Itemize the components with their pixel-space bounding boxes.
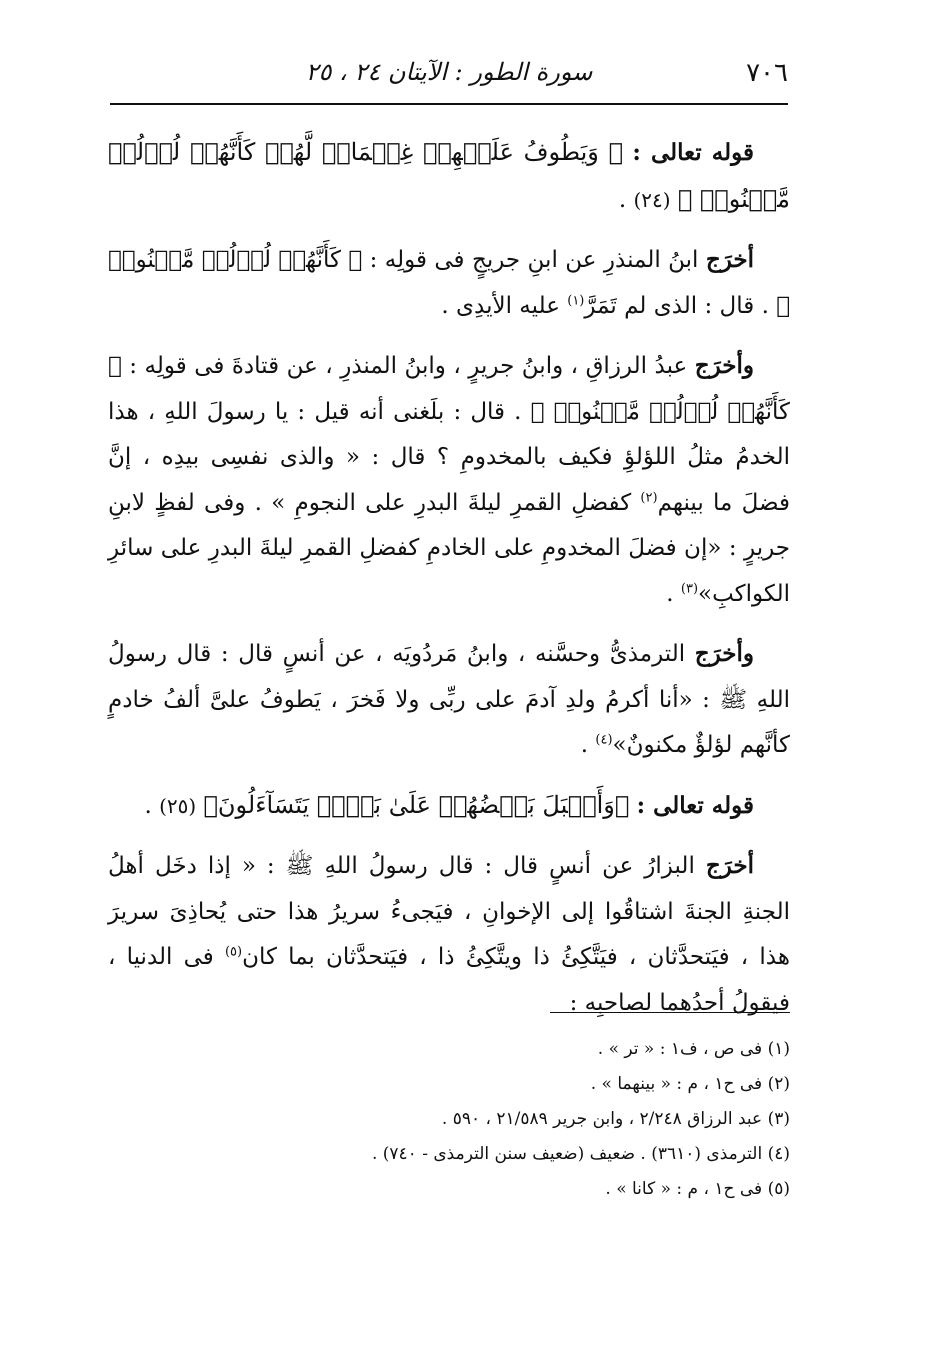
paragraph-end: . [666, 580, 681, 607]
verse-heading-24 [108, 130, 790, 223]
footnote-ref: (٤) [595, 732, 613, 748]
footnote-2: (٢) فى ح١ ، م : « بينهما » . [590, 1074, 790, 1094]
main-text [108, 130, 790, 1040]
quran-verse: ﴿وَأَقۡبَلَ بَعۡضُهُمۡ عَلَىٰ بَعۡضٖ يَتَسَآءَلُونَ﴾ [203, 790, 630, 819]
verse-end: . [618, 186, 634, 213]
paragraph-tirmidhi [108, 631, 790, 769]
footnote-ref: (١) [567, 292, 585, 308]
header-rule [110, 103, 788, 105]
verse-end: . [144, 792, 160, 819]
footnote-ref: (٣) [680, 580, 699, 596]
kharraja-label: وأخرَج [694, 640, 754, 667]
footnote-1: (١) فى ص ، ف١ : « تر » . [597, 1039, 790, 1059]
footnote-rule [550, 1012, 790, 1013]
paragraph-text: فى الدنيا ، فيقولُ أحدُهما لصاحبِه : [108, 944, 790, 1016]
quran-verse: ﴿ وَيَطُوفُ عَلَيۡهِمۡ غِلۡمَانٞ لَّهُمۡ كَأَنَّهُمۡ لُؤۡلُؤٞ مَّكۡنُونٞ ﴾ [108, 138, 790, 213]
verse-number: (٢٥) [159, 793, 197, 818]
paragraph-text: ابنُ المنذرِ عن ابنِ جريجٍ فى قولِه : ﴿ كَأَنَّهُمۡ لُؤۡلُؤٞ مَّكۡنُونٞ ﴾ . قال : الذى لم تَمَرَّ [108, 247, 790, 319]
footnote-ref: (٥) [224, 944, 243, 960]
qawluhu-label: قوله تعالى : [636, 791, 754, 819]
kharraja-label: وأخرَج [694, 352, 754, 379]
verse-number: (٢٤) [633, 187, 671, 212]
paragraph-text: عبدُ الرزاقِ ، وابنُ جريرٍ ، وابنُ المنذرِ ، عن قتادةَ فى قولِه : ﴿ كَأَنَّهُمۡ لُؤۡلُؤٞ مَّكۡنُونٞ ﴾ . قال : بلَغنى أنه قيل : يا رسولَ اللهِ ، هذا الخدمُ مثلُ اللؤلؤِ فكيف بالمخدومِ ؟ قال : « والذى نفسِى بيدِه ، إنَّ فضلَ ما بينهم [108, 353, 790, 516]
running-title: سورة الطور : الآيتان ٢٤ ، ٢٥ [305, 58, 593, 86]
paragraph-abd-razzaq [108, 343, 790, 617]
paragraph-text: كفضلِ القمرِ ليلةَ البدرِ على النجومِ » . وفى لفظٍ لابنِ جريرٍ : «إن فضلَ المخدومِ على الخادمِ كفضلِ القمرِ ليلةَ البدرِ على سائرِ الكواكبِ» [108, 489, 790, 607]
paragraph-bazzar [108, 843, 790, 1026]
footnote-4: (٤) الترمذى (٣٦١٠) . ضعيف (ضعيف سنن الترمذى - ٧٤٠) . [371, 1144, 790, 1164]
footnote-ref: (٢) [640, 489, 658, 505]
footnote-3: (٣) عبد الرزاق ٢/٢٤٨ ، وابن جرير ٢١/٥٨٩ ، ٥٩٠ . [441, 1109, 790, 1129]
paragraph-end: . [580, 732, 596, 758]
page-number: ٧٠٦ [746, 58, 788, 88]
paragraph-text: عليه الأيدِى . [441, 292, 568, 319]
footnotes [150, 1032, 790, 1207]
qawluhu-label: قوله تعالى : [632, 139, 755, 166]
page-header [110, 58, 788, 92]
paragraph-ibn-mundhir [108, 237, 790, 329]
paragraph-text: البزارُ عن أنسٍ قال : قال رسولُ اللهِ ﷺ : « إذا دخَل أهلُ الجنةِ الجنةَ اشتاقُوا إلى الإخوانِ ، فيَجىءُ سريرُ هذا حتى يُحاذِىَ سريرَ هذا ، فيَتحدَّثان ، فيَتَّكِئُ ذا ويتَّكِئُ ذا ، فيَتحدَّثان بما كان [108, 853, 790, 970]
kharraja-label: أخرَج [705, 246, 754, 273]
kharraja-label: أخرَج [705, 852, 754, 879]
footnote-5: (٥) فى ح١ ، م : « كانا » . [605, 1179, 790, 1199]
paragraph-text: الترمذىُّ وحسَّنه ، وابنُ مَردُويَه ، عن أنسٍ قال : قال رسولُ اللهِ ﷺ : «أنا أكرمُ ولدِ آدمَ على ربِّى ولا فَخرَ ، يَطوفُ علىَّ ألفُ خادمٍ كأنَّهم لؤلؤٌ مكنونٌ» [108, 641, 790, 758]
verse-heading-25 [108, 783, 790, 830]
